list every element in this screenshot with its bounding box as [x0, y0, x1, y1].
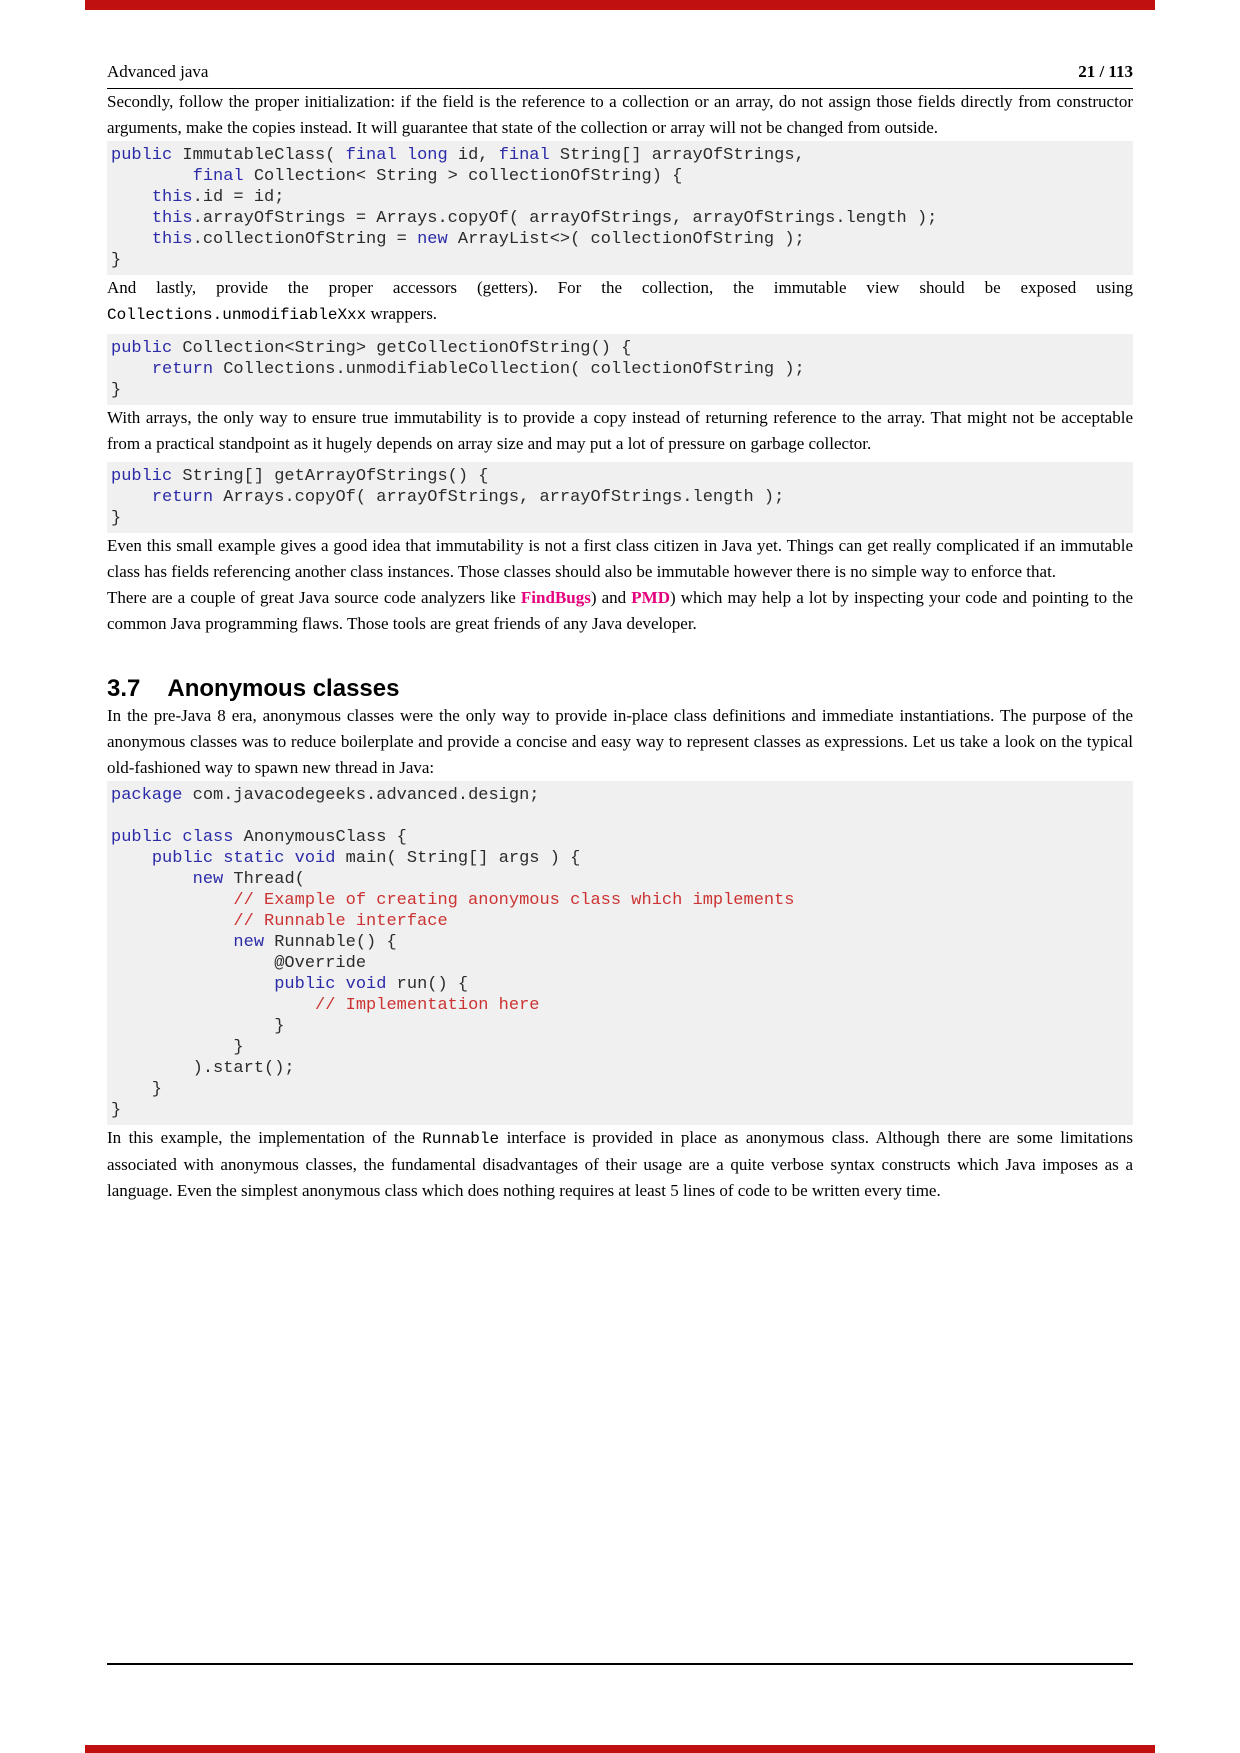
- code-block-get-array: [107, 462, 1133, 533]
- para-arrays: [107, 405, 1133, 457]
- code-line: // Implementation here: [315, 996, 540, 1015]
- text-run: With arrays, the only way to ensure true immutability is to provide a copy instead of returning reference to the array. That might not be acceptable from a practical standpoint as it hugely depends on array size and may put a lot of pressure on garbage collector.: [107, 408, 1133, 453]
- code-line: new Thread(: [192, 870, 305, 889]
- page-bottom-accent-bar: [85, 1745, 1155, 1753]
- para-example-note: [107, 1125, 1133, 1204]
- code-line: }: [111, 381, 122, 400]
- para-initialization: [107, 89, 1133, 141]
- text-run: Even this small example gives a good idea that immutability is not a first class citizen in Java yet. Things can get really complicated if an immutable class has fields referencing another class instances. Those classes should also be immutable however there is no simple way to enforce that.: [107, 536, 1133, 581]
- para-immutability-note: [107, 533, 1133, 585]
- code-line: public String[] getArrayOfStrings() {: [111, 467, 489, 486]
- code-line: }: [111, 1017, 285, 1036]
- text-run: wrappers.: [366, 304, 438, 323]
- code-line: public Collection<String> getCollectionOfString() {: [111, 339, 632, 358]
- page-header: [107, 0, 1133, 82]
- code-line: public static void main( String[] args ) {: [151, 849, 581, 868]
- code-line: // Example of creating anonymous class which implements: [233, 891, 795, 910]
- para-accessors: [107, 275, 1133, 328]
- text-run: ) and: [590, 588, 632, 607]
- text-run: There are a couple of great Java source code analyzers like: [107, 588, 521, 607]
- code-line: new Runnable() {: [233, 933, 397, 952]
- para-anonymous-intro: [107, 703, 1133, 781]
- code-block-anonymous-class: [107, 781, 1133, 1125]
- code-block-get-collection: [107, 334, 1133, 405]
- text-run: And lastly, provide the proper accessors (getters). For the collection, the immutable view should be exposed using: [107, 278, 1133, 297]
- code-line: ).start();: [111, 1059, 295, 1078]
- code-line: }: [111, 509, 122, 528]
- code-line: // Runnable interface: [233, 912, 448, 931]
- header-page-number: 21 / 113: [1078, 62, 1133, 81]
- pmd-link[interactable]: PMD: [631, 588, 671, 607]
- text-run: interface is provided in place as anonymous class. Although there are some limitations associated with anonymous classes, the fundamental disadvantages of their usage are a quite verbose syntax constructs which Java imposes as a language. Even the simplest anonymous class which does nothing requires at least 5 lines of code to be written every time.: [107, 1128, 1134, 1200]
- footer-rule: [107, 1663, 1133, 1665]
- code-line: this.arrayOfStrings = Arrays.copyOf( arrayOfStrings, arrayOfStrings.length );: [151, 209, 938, 228]
- text-run: In the pre-Java 8 era, anonymous classes were the only way to provide in-place class definitions and immediate instantiations. The purpose of the anonymous classes was to reduce boilerplate and provide a concise and easy way to represent classes as expressions. Let us take a look on the typical old-fashioned way to spawn new thread in Java:: [107, 706, 1133, 777]
- findbugs-link[interactable]: FindBugs: [520, 588, 591, 607]
- section-title: Anonymous classes: [167, 675, 400, 702]
- code-line: }: [111, 1080, 163, 1099]
- code-line: }: [111, 251, 122, 270]
- code-line: public void run() {: [274, 975, 469, 994]
- header-title: Advanced java: [107, 62, 209, 81]
- code-line: public class AnonymousClass {: [111, 828, 407, 847]
- code-line: return Collections.unmodifiableCollection( collectionOfString );: [151, 360, 805, 379]
- section-number: 3.7: [107, 675, 141, 702]
- page: [107, 0, 1133, 1204]
- para-analyzers: [107, 585, 1133, 637]
- text-run: Secondly, follow the proper initialization: if the field is the reference to a collection or an array, do not assign those fields directly from constructor arguments, make the copies instead. It will guarantee that state of the collection or array will not be changed from outside.: [107, 92, 1133, 137]
- code-line: public ImmutableClass( final long id, final String[] arrayOfStrings,: [111, 146, 805, 165]
- code-line: }: [111, 1038, 244, 1057]
- inline-code: Collections.unmodifiableXxx: [107, 306, 367, 324]
- text-run: In this example, the implementation of the: [107, 1128, 423, 1147]
- text-run: ) which may help a lot by inspecting your code and pointing to the common Java programming flaws. Those tools are great friends of any Java developer.: [107, 588, 1133, 633]
- code-line: this.id = id;: [151, 188, 285, 207]
- code-line: @Override: [111, 954, 367, 973]
- code-line: }: [111, 1101, 122, 1120]
- code-line: package com.javacodegeeks.advanced.design;: [111, 786, 540, 805]
- code-line: this.collectionOfString = new ArrayList<>( collectionOfString );: [151, 230, 805, 249]
- code-block-constructor: [107, 141, 1133, 275]
- code-line: final Collection< String > collectionOfString) {: [192, 167, 683, 186]
- code-line: return Arrays.copyOf( arrayOfStrings, arrayOfStrings.length );: [151, 488, 785, 507]
- code-line: [111, 806, 1129, 827]
- section-heading: [107, 675, 1133, 703]
- inline-code: Runnable: [422, 1130, 500, 1148]
